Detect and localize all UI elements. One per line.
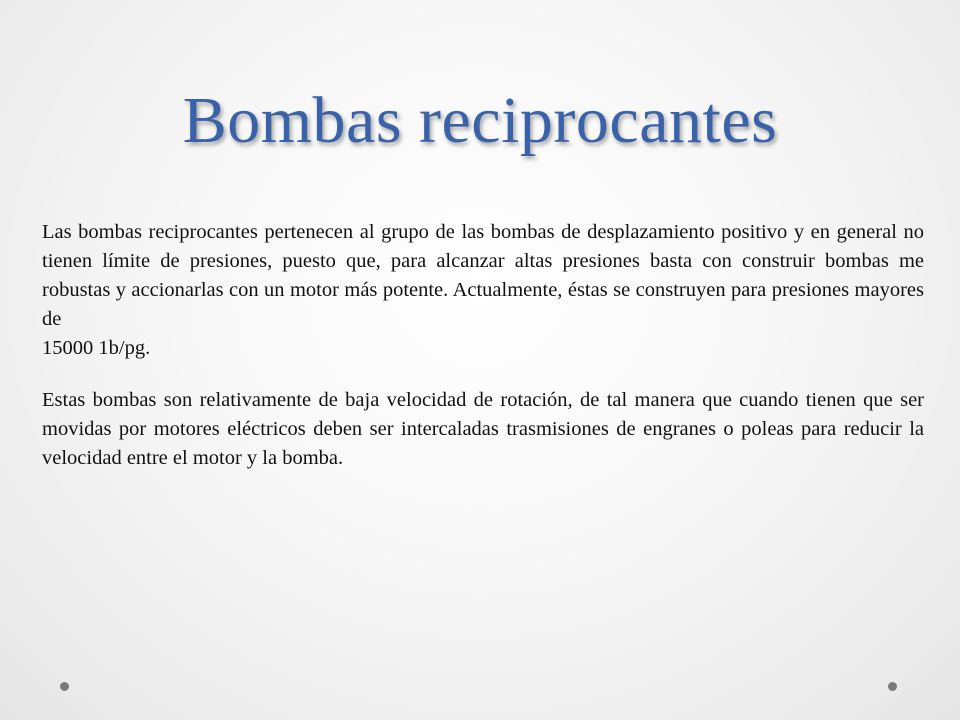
slide-title: Bombas reciprocantes bbox=[182, 84, 778, 157]
paragraph-2: Estas bombas son relativamente de baja velocidad de rotación, de tal manera que cuando tienen que ser movidas por motores eléctricos deben ser intercaladas trasmisiones de engranes o poleas para reducir la velocidad entre el motor y la bomba. bbox=[42, 389, 924, 469]
slide-body bbox=[42, 218, 924, 494]
paragraph-1: Las bombas reciprocantes pertenecen al grupo de las bombas de desplazamiento positivo y en general no tienen límite de presiones, puesto que, para alcanzar altas presiones basta con construir bombas me robustas y accionarlas con un motor más potente. Actualmente, éstas se construyen para presiones mayores de bbox=[42, 221, 924, 330]
decorative-dot-right bbox=[888, 682, 897, 691]
decorative-dot-left bbox=[60, 682, 69, 691]
paragraph-1-last-line: 15000 1b/pg. bbox=[42, 337, 151, 359]
